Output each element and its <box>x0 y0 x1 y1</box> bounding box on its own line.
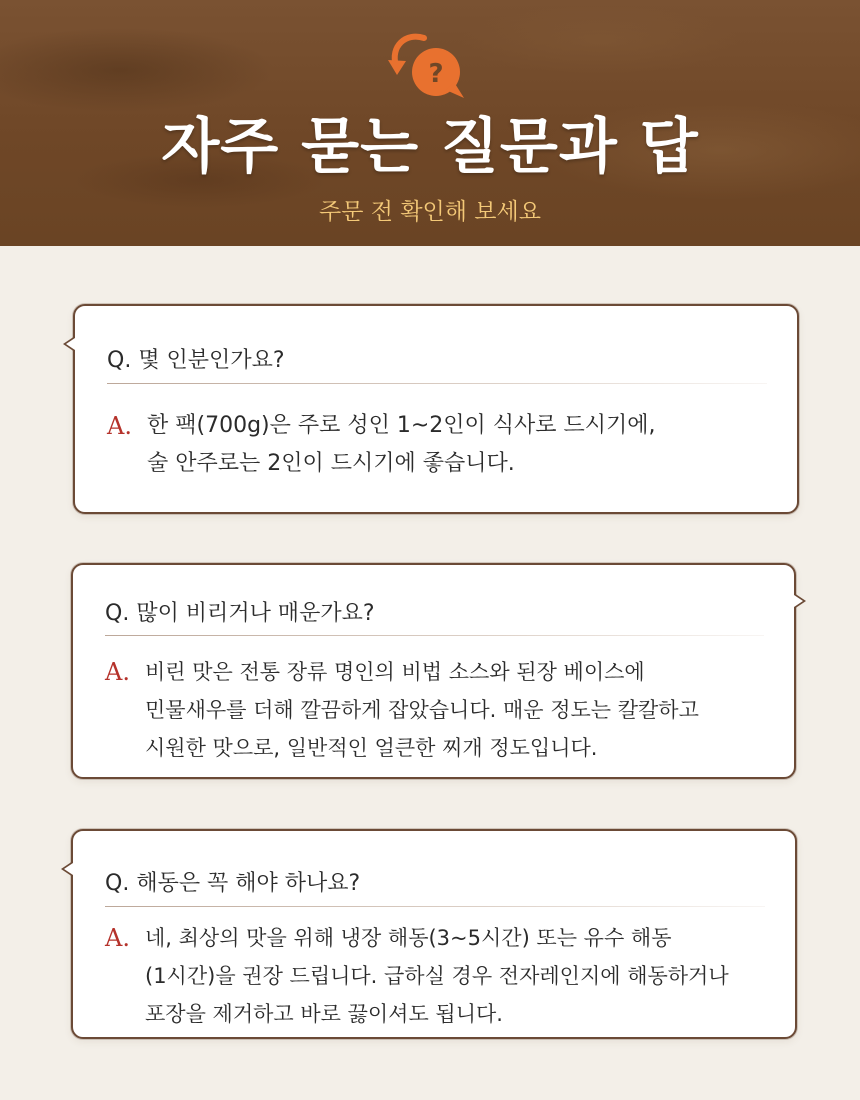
answer-line: 민물새우를 더해 깔끔하게 잡았습니다. 매운 정도는 칼칼하고 <box>145 698 699 722</box>
page-title: 자주 묻는 질문과 답 <box>161 112 699 182</box>
answer-line: 포장을 제거하고 바로 끓이셔도 됩니다. <box>145 1002 503 1026</box>
faq-card-1 <box>73 304 799 514</box>
speech-bubble-question-icon <box>384 20 474 102</box>
faq-question-3 <box>105 869 360 899</box>
question-mark-glyph: ? <box>428 59 444 89</box>
page-subtitle: 주문 전 확인해 보세요 <box>319 199 541 225</box>
question-text: 해동은 꼭 해야 하나요? <box>136 871 361 896</box>
question-text: 많이 비리거나 매운가요? <box>136 601 375 626</box>
answer-prefix: A. <box>107 412 132 440</box>
question-text: 몇 인분인가요? <box>138 348 285 373</box>
answer-line: 비린 맛은 전통 장류 명인의 비법 소스와 된장 베이스에 <box>145 660 645 684</box>
faq-question-1 <box>107 346 285 376</box>
question-prefix: Q. <box>107 348 132 373</box>
speech-tail-left <box>61 861 73 877</box>
faq-divider <box>107 383 767 384</box>
faq-card-2 <box>71 563 796 779</box>
faq-answer-1 <box>107 407 767 483</box>
answer-line: 시원한 맛으로, 일반적인 얼큰한 찌개 정도입니다. <box>145 736 598 760</box>
question-prefix: Q. <box>105 871 130 896</box>
answer-prefix: A. <box>105 924 130 952</box>
faq-divider <box>105 635 764 636</box>
question-prefix: Q. <box>105 601 130 626</box>
answer-line: 술 안주로는 2인이 드시기에 좋습니다. <box>147 451 515 476</box>
faq-question-2 <box>105 599 375 629</box>
speech-tail-left <box>63 336 75 352</box>
answer-line: 네, 최상의 맛을 위해 냉장 해동(3~5시간) 또는 유수 해동 <box>145 926 672 950</box>
answer-line: 한 팩(700g)은 주로 성인 1~2인이 식사로 드시기에, <box>147 413 656 438</box>
faq-divider <box>105 906 765 907</box>
faq-header <box>0 0 860 246</box>
faq-answer-2 <box>105 653 764 767</box>
answer-line: (1시간)을 권장 드립니다. 급하실 경우 전자레인지에 해동하거나 <box>145 964 729 988</box>
faq-answer-3 <box>105 919 765 1033</box>
answer-prefix: A. <box>105 658 130 686</box>
faq-card-3 <box>71 829 797 1039</box>
speech-tail-right <box>794 593 806 609</box>
